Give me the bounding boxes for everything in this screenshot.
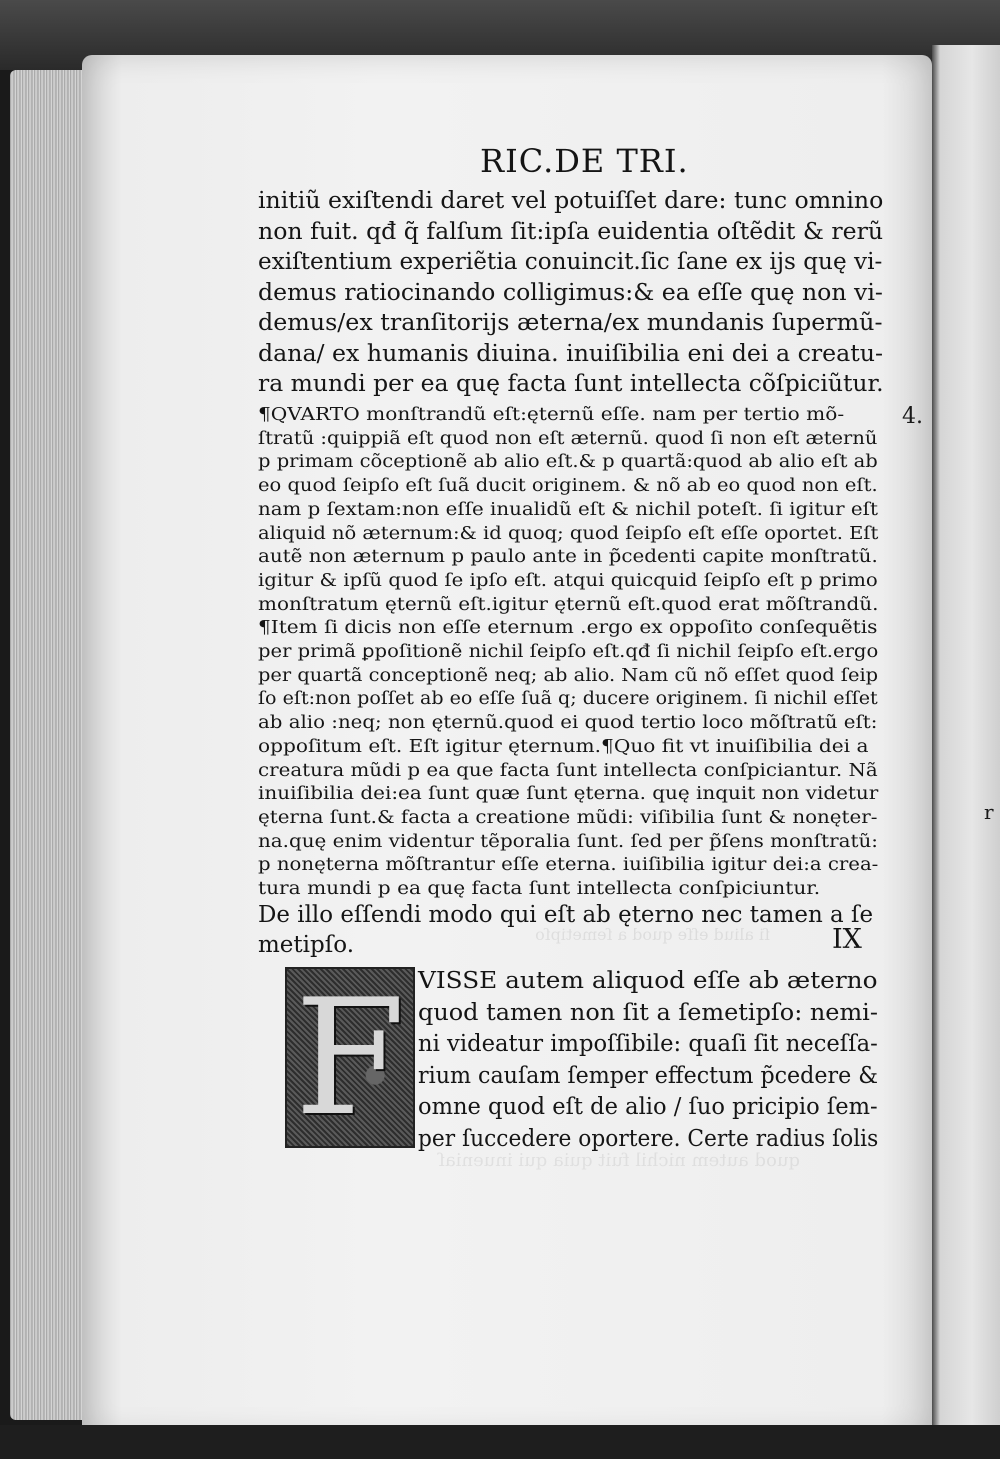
decorated-initial xyxy=(285,964,415,1151)
text-line: dana/ ex humanis diuina. inuiſibilia eni dei a creatu- xyxy=(258,340,883,367)
running-head: RIC.DE TRI. xyxy=(480,142,689,180)
text-line: ęterna ſunt.& facta a creatione mũdi: viſibilia ſunt & nonęter- xyxy=(258,807,878,828)
text-line: non fuit. qđ q̃ falſum ſit:ipſa euidentia oſtẽdit & rerũ xyxy=(258,218,884,245)
text-line: initiũ exiſtendi daret vel potuiſſet dare: tunc omnino xyxy=(258,188,884,214)
text-line: ¶Item ſi dicis non eſſe eternum .ergo ex oppoſito conſequẽtis xyxy=(258,618,878,639)
chapter-heading-line-1: De illo eſſendi modo qui eſt ab ęterno nec tamen a ſe xyxy=(258,902,874,928)
text-line: ¶QVARTO monſtrandũ eſt:ęternũ eſſe. nam per tertio mõ- xyxy=(258,405,845,425)
margin-note-lower: r xyxy=(984,800,994,824)
scan-bottom-border xyxy=(0,1425,1000,1459)
text-line: na.quę enim videntur tẽporalia ſunt. ſed per p̃ſens monſtratũ: xyxy=(258,831,878,852)
text-line: per quartã conceptionẽ neq; ab alio. Nam cũ nõ eſſet quod ſeip xyxy=(258,665,879,686)
text-line: per ſuccedere oportere. Certe radius ſolis xyxy=(418,1125,879,1152)
text-line: p primam cõceptionẽ ab alio eſt.& p quartã:quod ab alio eſt ab xyxy=(258,452,878,473)
chapter-number: IX xyxy=(832,924,862,955)
text-line: per primã ꝑpoſitionẽ nichil ſeipſo eſt.qđ ſi nichil ſeipſo eſt.ergo xyxy=(258,642,879,662)
text-line: rium cauſam ſemper effectum p̃cedere & xyxy=(418,1062,878,1089)
text-line: ni videatur impoſſibile: quaſi ſit neceſſa- xyxy=(418,1031,878,1057)
show-through-text-lower: quod autem nichil fuit quia qui inueniaſ xyxy=(438,1150,800,1171)
chapter-heading-line-2: metipſo. xyxy=(258,932,355,958)
text-line: autẽ non æternum p paulo ante in p̃cedenti capite monſtratũ. xyxy=(258,547,878,568)
drop-cap-letter: F xyxy=(294,964,406,1151)
text-line: exiſtentium experiẽtia conuincit.ſic ſane ex ijs quę vi- xyxy=(258,249,883,275)
text-line: aliquid nõ æternum:& id quoq; quod ſeipſo eſt eſſe oportet. Eſt xyxy=(258,523,879,544)
show-through-text: ſi aliud eſſe quod a ſemetipſo xyxy=(535,925,770,944)
text-line: demus ratiocinando colligimus:& ea eſſe quę non vi- xyxy=(258,279,883,306)
text-line: igitur & ipſũ quod ſe ipſo eſt. atqui quicquid ſeipſo eſt p primo xyxy=(258,570,878,591)
text-line: p nonęterna mõſtrantur eſſe eterna. iuiſibilia igitur dei:a crea- xyxy=(258,855,879,876)
text-line: eo quod ſeipſo eſt ſuã ducit originem. & nõ ab eo quod non eſt. xyxy=(258,476,878,497)
text-line: creatura mũdi p ea que facta ſunt intellecta conſpiciantur. Nã xyxy=(258,760,878,781)
facing-page-edge xyxy=(932,45,1000,1425)
text-line: tura mundi p ea quę facta ſunt intellecta conſpiciuntur. xyxy=(258,879,821,899)
text-line: ſtratũ :quippiã eſt quod non eſt æternũ. quod ſi non eſt æternũ xyxy=(258,428,878,449)
text-line: VISSE autem aliquod eſſe ab æterno xyxy=(418,968,878,994)
text-line: oppoſitum eſt. Eſt igitur ęternum.¶Quo fit vt inuiſibilia dei a xyxy=(258,736,869,757)
text-line: omne quod eſt de alio / ſuo pricipio ſem- xyxy=(418,1094,878,1120)
text-line: ab alio :neq; non ęternũ.quod ei quod tertio loco mõſtratũ eſt: xyxy=(258,713,878,734)
text-line: inuiſibilia dei:ea ſunt quæ ſunt ęterna. quę inquit non videtur xyxy=(258,784,879,805)
margin-note-upper: 4. xyxy=(902,404,923,429)
text-line: demus/ex tranſitorijs æterna/ex mundanis ſupermũ- xyxy=(258,310,883,336)
text-line: monſtratum ęternũ eſt.igitur ęternũ eſt.quod erat mõſtrandũ. xyxy=(258,594,879,615)
page-edges-left xyxy=(10,70,90,1420)
text-line: nam p ſextam:non eſſe inualidũ eſt & nichil poteſt. ſi igitur eſt xyxy=(258,499,878,520)
text-line: ra mundi per ea quę facta ſunt intellecta cõſpiciũtur. xyxy=(258,371,884,397)
text-line: quod tamen non ſit a ſemetipſo: nemi- xyxy=(418,999,878,1026)
text-line: ſo eſt:non poſſet ab eo eſſe ſuã q; ducere originem. ſi nichil eſſet xyxy=(258,689,878,710)
